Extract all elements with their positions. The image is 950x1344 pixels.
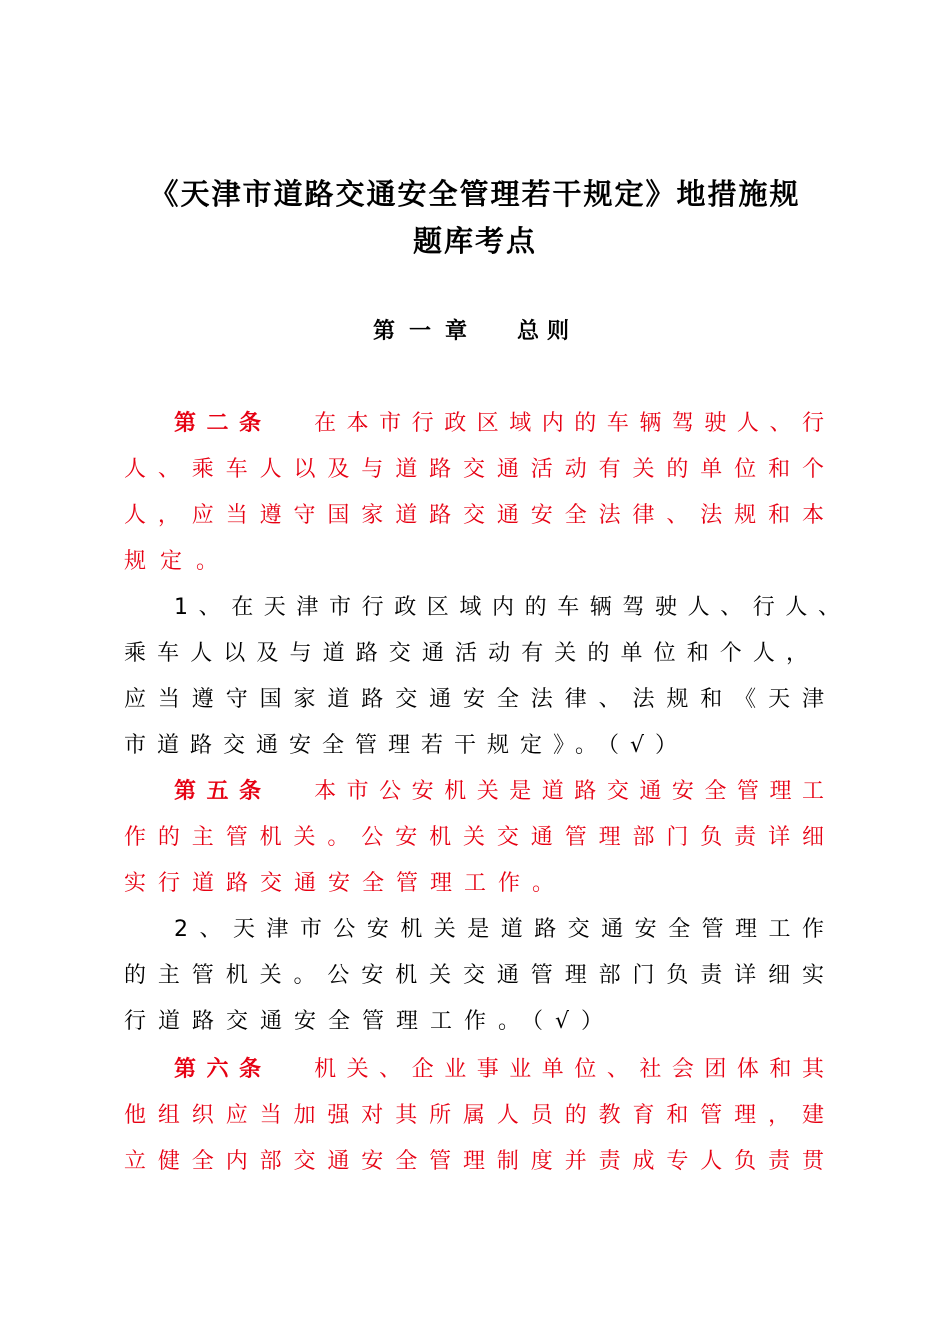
article-line: 人、乘车人以及与道路交通活动有关的单位和个 — [124, 457, 824, 482]
article-text: 本市公安机关是道路交通安全管理工 — [303, 779, 824, 804]
chapter-name: 总则 — [517, 319, 578, 344]
chapter-number: 第一章 — [372, 319, 481, 344]
question-line: 市道路交通安全管理若干规定》。（√） — [124, 733, 689, 758]
document-title-line-2: 题库考点 — [412, 224, 537, 258]
document-title-line-1: 《天津市道路交通安全管理若干规定》地措施规 — [149, 177, 801, 211]
article-label: 第二条 — [174, 411, 272, 436]
chapter-heading — [0, 314, 950, 350]
article-line: 立健全内部交通安全管理制度并责成专人负责贯 — [124, 1149, 824, 1174]
article-label: 第六条 — [174, 1057, 272, 1082]
article-label: 第五条 — [174, 779, 272, 804]
article-line: 实行道路交通安全管理工作。 — [124, 871, 567, 896]
article-line: 他组织应当加强对其所属人员的教育和管理，建 — [124, 1103, 824, 1128]
article-text: 在本市行政区域内的车辆驾驶人、行 — [303, 411, 824, 436]
article-line: 规定。 — [124, 549, 233, 574]
article-line — [174, 776, 824, 808]
question-line: 2、天津市公安机关是道路交通安全管理工作 — [174, 917, 824, 942]
article-line — [174, 1054, 824, 1086]
article-line: 人，应当遵守国家道路交通安全法律、法规和本 — [124, 503, 824, 528]
article-text: 机关、企业事业单位、社会团体和其 — [303, 1057, 824, 1082]
article-line — [174, 408, 824, 440]
article-line: 作的主管机关。公安机关交通管理部门负责详细 — [124, 825, 824, 850]
question-line: 乘车人以及与道路交通活动有关的单位和个人， — [124, 641, 808, 666]
question-line: 应当遵守国家道路交通安全法律、法规和《天津 — [124, 687, 824, 712]
question-line: 行道路交通安全管理工作。（√） — [124, 1009, 616, 1034]
question-line: 的主管机关。公安机关交通管理部门负责详细实 — [124, 963, 824, 988]
question-line: 1、在天津市行政区域内的车辆驾驶人、行人、 — [174, 595, 840, 620]
